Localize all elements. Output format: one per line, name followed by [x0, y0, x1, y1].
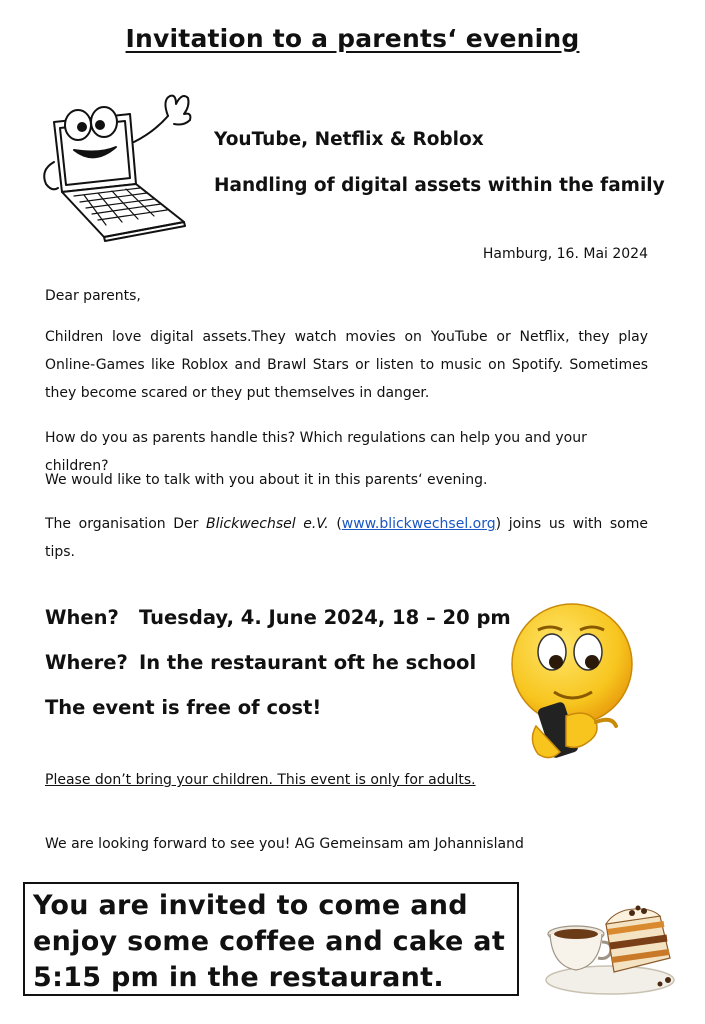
- paragraph-talk: We would like to talk with you about it in this parents‘ evening.: [45, 472, 488, 488]
- where-value: In the restaurant oft he school: [139, 651, 477, 674]
- when-value: Tuesday, 4. June 2024, 18 – 20 pm: [139, 606, 511, 629]
- org-paren-open: (: [328, 516, 342, 532]
- subtitle-line-2: Handling of digital assets within the family: [214, 175, 665, 196]
- paragraph-intro: Children love digital assets.They watch movies on YouTube or Netflix, they play Online-Games like Roblox and Brawl Stars or listen to music on Spotify. Sometimes they become scared or they put themselves in danger.: [45, 329, 648, 401]
- closing-line: We are looking forward to see you! AG Gemeinsam am Johannisland: [45, 836, 524, 852]
- free-of-cost-note: The event is free of cost!: [45, 696, 322, 719]
- salutation: Dear parents,: [45, 288, 141, 304]
- page-title: Invitation to a parents‘ evening: [125, 24, 580, 53]
- when-label: When?: [45, 606, 119, 629]
- org-text-before: The organisation Der: [45, 516, 206, 532]
- org-text-after: ) joins us with some tips.: [45, 516, 648, 560]
- paragraph-organisation: [45, 510, 648, 566]
- subtitle-line-1: YouTube, Netflix & Roblox: [214, 129, 484, 150]
- coffee-invitation-text: You are invited to come and enjoy some coffee and cake at 5:15 pm in the restaurant.: [33, 890, 506, 993]
- coffee-invitation-box: [23, 882, 519, 996]
- smiling-laptop-cartoon-icon: [34, 92, 202, 242]
- org-name: Blickwechsel e.V.: [206, 516, 329, 532]
- letter-date: Hamburg, 16. Mai 2024: [482, 246, 648, 262]
- org-website-link[interactable]: www.blickwechsel.org: [341, 516, 496, 532]
- phone-emoji-icon: [508, 600, 644, 770]
- paragraph-question: How do you as parents handle this? Which regulations can help you and your children?: [45, 430, 587, 474]
- coffee-and-cake-icon: [540, 888, 680, 998]
- where-label: Where?: [45, 651, 128, 674]
- adults-only-note: Please don’t bring your children. This event is only for adults.: [45, 772, 476, 788]
